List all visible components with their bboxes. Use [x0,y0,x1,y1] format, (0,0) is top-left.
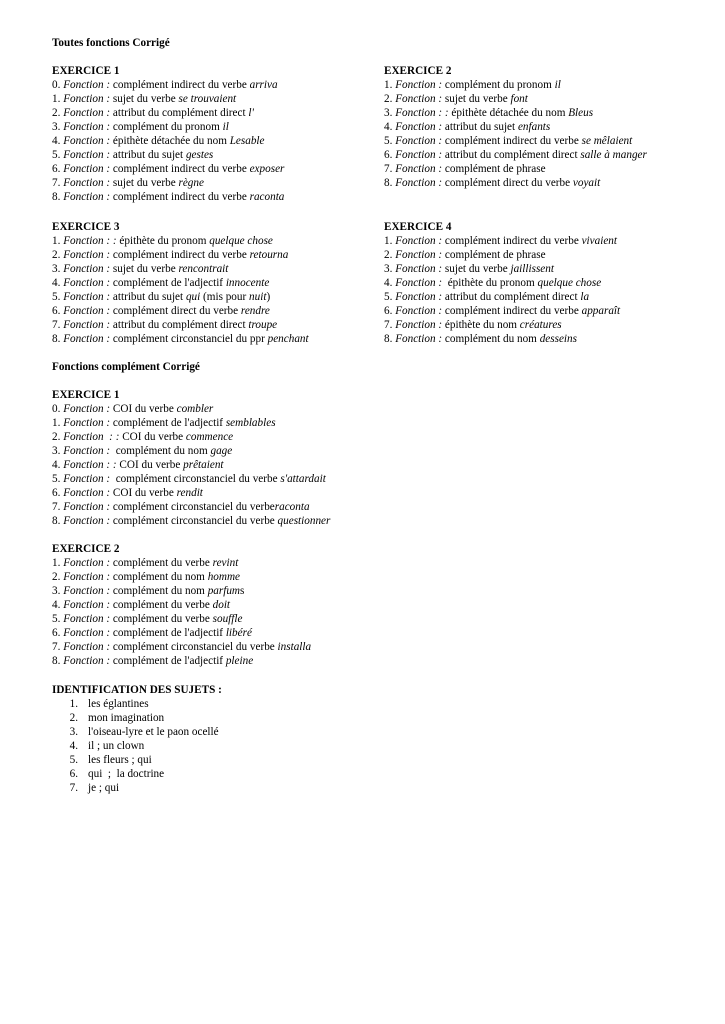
italic-run: penchant [267,333,309,345]
answer-line [52,556,311,570]
italic-run: Lesable [229,135,265,147]
exercise-heading: EXERCICE 2 [384,65,452,77]
italic-run: Fonction : [395,177,443,189]
italic-run: Fonction : [395,235,443,247]
italic-run: Fonction : [63,121,111,133]
text-run: 1. [384,235,396,247]
answer-line [384,134,647,148]
text-run: 1. [52,235,64,247]
italic-run: Fonction : [395,305,443,317]
answer-line [52,486,330,500]
answer-list [52,234,309,346]
italic-run: Fonction : [395,163,443,175]
text-run: 3. [52,445,64,457]
exercise-3-block [52,220,309,346]
answer-list [384,78,647,190]
text-run: épithète du pronom [116,235,210,247]
italic-run: Fonction : : [63,459,117,471]
exercise-2-block [384,64,647,190]
answer-line [384,148,647,162]
italic-run: Fonction : [63,641,111,653]
exercise-1-block [52,64,284,204]
text-run: sujet du verbe [442,93,511,105]
answer-line [384,78,647,92]
italic-run: Fonction : : [63,235,117,247]
italic-run: parfum [207,585,241,597]
text-run: 2. [52,249,64,261]
italic-run: Fonction : [63,319,111,331]
italic-run: rendre [240,305,270,317]
text-run: complément indirect du verbe [110,249,250,261]
italic-run: Fonction : [63,277,111,289]
text-run: attribut du sujet [442,121,518,133]
italic-run: Fonction : [63,79,111,91]
subjects-list [52,697,222,795]
answer-line [52,612,311,626]
subject-item [52,753,222,767]
text-run: complément indirect du verbe [110,79,250,91]
answer-list [52,78,284,204]
answer-line [52,570,311,584]
text-run: 4. [384,121,396,133]
answer-line [384,92,647,106]
answer-line [52,92,284,106]
subject-item [52,725,222,739]
italic-run: Fonction : [63,305,111,317]
answer-line [52,332,309,346]
text-run: complément circonstanciel du verbe [110,515,278,527]
text-run: complément du nom [442,333,540,345]
italic-run: gestes [185,149,214,161]
exercise-heading: EXERCICE 1 [52,65,120,77]
italic-run: Fonction : [63,249,111,261]
answer-list [52,402,330,528]
text-run: complément du nom [110,445,211,457]
text-run: complément indirect du verbe [110,163,250,175]
subject-number: 2. [69,712,78,724]
answer-line [52,148,284,162]
italic-run: Fonction : [63,333,111,345]
answer-line [52,458,330,472]
subject-text: les églantines [88,698,149,710]
answer-line [52,176,284,190]
italic-run: Fonction : [63,571,111,583]
italic-run: Fonction : [63,501,111,513]
exercise-heading: EXERCICE 4 [384,221,452,233]
text-run: complément du verbe [110,599,213,611]
text-run: 8. [52,655,64,667]
text-run: complément de phrase [442,249,546,261]
italic-run: revint [212,557,239,569]
text-run: 1. [52,93,64,105]
answer-line [52,444,330,458]
italic-run: se mêlaient [581,135,633,147]
text-run: 5. [52,291,64,303]
answer-line [52,190,284,204]
answer-line [384,162,647,176]
answer-line [384,276,620,290]
subject-number: 5. [69,754,78,766]
exercise-heading: EXERCICE 1 [52,389,120,401]
answer-line [384,332,620,346]
text-run: 7. [52,177,64,189]
italic-run: libéré [225,627,252,639]
italic-run: arriva [249,79,278,91]
italic-run: raconta [249,191,285,203]
italic-run: l' [248,107,254,119]
italic-run: quelque chose [537,277,602,289]
italic-run: Fonction : [395,277,443,289]
subject-text: mon imagination [88,712,165,724]
text-run: 5. [52,613,64,625]
text-run: 1. [52,557,64,569]
text-run: 0. [52,403,64,415]
text-run: 2. [52,431,64,443]
answer-line [52,584,311,598]
subject-number: 7. [69,782,78,794]
text-run: épithète détachée du nom [448,107,569,119]
text-run: 7. [384,163,396,175]
text-run: 3. [384,263,396,275]
italic-run: font [510,93,528,105]
text-run: COI du verbe [110,403,177,415]
text-run: 6. [384,305,396,317]
italic-run: salle à manger [580,149,647,161]
italic-run: gage [210,445,233,457]
italic-run: Fonction : [63,149,111,161]
section-title: Fonctions complément Corrigé [52,361,200,373]
italic-run: rencontrait [178,263,229,275]
italic-run: Fonction : [63,177,111,189]
italic-run: Fonction : [63,487,111,499]
text-run: 1. [52,417,64,429]
text-run: 2. [52,571,64,583]
italic-run: qui [185,291,201,303]
italic-run: Fonction : [395,135,443,147]
answer-list [384,234,620,346]
answer-line [52,248,309,262]
italic-run: nuit [249,291,267,303]
text-run: complément direct du verbe [110,305,241,317]
answer-line [52,318,309,332]
text-run: 7. [52,641,64,653]
complement-exercise-2-block [52,542,311,668]
text-run: complément du pronom [110,121,223,133]
answer-line [52,500,330,514]
italic-run: Fonction : [63,627,111,639]
text-run: 3. [52,263,64,275]
italic-run: Fonction : [395,121,443,133]
text-run: attribut du complément direct [110,107,249,119]
text-run: 2. [384,93,396,105]
italic-run: apparaît [581,305,621,317]
answer-line [52,416,330,430]
italic-run: Fonction : [63,135,111,147]
italic-run: Fonction : [63,291,111,303]
text-run: 3. [384,107,396,119]
italic-run: Fonction : [63,613,111,625]
text-run: 8. [384,333,396,345]
text-run: complément de l'adjectif [110,655,226,667]
italic-run: prêtaient [183,459,224,471]
italic-run: desseins [539,333,577,345]
subject-number: 1. [69,698,78,710]
italic-run: Fonction : [395,333,443,345]
answer-line [52,626,311,640]
answer-list [52,556,311,668]
answer-line [384,262,620,276]
italic-run: il [222,121,229,133]
italic-run: Fonction : [395,93,443,105]
subjects-block [52,683,222,795]
text-run: attribut du sujet [110,291,186,303]
italic-run: Fonction : [395,149,443,161]
subject-text: qui ; la doctrine [88,768,165,780]
text-run: sujet du verbe [110,93,179,105]
answer-line [384,318,620,332]
text-run: complément du verbe [110,557,213,569]
italic-run: Fonction : [63,655,111,667]
italic-run: combler [176,403,214,415]
italic-run: Fonction : [395,291,443,303]
text-run: épithète détachée du nom [110,135,230,147]
italic-run: Fonction : [63,585,111,597]
text-run: 6. [52,163,64,175]
exercise-heading: EXERCICE 2 [52,543,120,555]
subject-text: l'oiseau-lyre et le paon ocellé [88,726,219,738]
subject-item [52,711,222,725]
answer-line [384,248,620,262]
subject-number: 6. [69,768,78,780]
answer-line [52,304,309,318]
answer-line [384,120,647,134]
text-run: attribut du complément direct [442,149,581,161]
text-run: 8. [52,515,64,527]
text-run: 6. [52,305,64,317]
italic-run: rendit [176,487,203,499]
italic-run: questionner [277,515,331,527]
subject-item [52,697,222,711]
answer-line [52,430,330,444]
text-run: COI du verbe [119,431,186,443]
text-run: 6. [384,149,396,161]
text-run: COI du verbe [116,459,184,471]
text-run: complément direct du verbe [442,177,573,189]
text-run: 4. [52,135,64,147]
text-run: complément du nom [110,571,208,583]
italic-run: la [580,291,590,303]
text-run: sujet du verbe [442,263,511,275]
text-run: complément indirect du verbe [442,305,582,317]
answer-line [52,234,309,248]
italic-run: Fonction : [63,557,111,569]
italic-run: retourna [249,249,289,261]
text-run: 5. [52,149,64,161]
text-run: complément circonstanciel du verbe [110,473,281,485]
answer-line [384,304,620,318]
text-run: complément de l'adjectif [110,627,226,639]
answer-line [52,106,284,120]
subject-text: il ; un clown [88,740,145,752]
subject-number: 4. [69,740,78,752]
subject-text: les fleurs ; qui [88,754,152,766]
text-run: complément du verbe [110,613,213,625]
italic-run: Bleus [568,107,594,119]
subject-item [52,767,222,781]
italic-run: raconta [274,501,310,513]
italic-run: commence [185,431,234,443]
answer-line [52,402,330,416]
italic-run: règne [178,177,204,189]
complement-exercise-1-block [52,388,330,528]
text-run: 4. [52,277,64,289]
answer-line [52,134,284,148]
italic-run: troupe [248,319,278,331]
text-run: 3. [52,121,64,133]
italic-run: s'attardait [280,473,326,485]
answer-line [52,514,330,528]
italic-run: installa [277,641,312,653]
text-run: complément de l'adjectif [110,277,226,289]
text-run: 5. [52,473,64,485]
answer-line [52,262,309,276]
document-title: Toutes fonctions Corrigé [52,37,170,49]
text-run: attribut du complément direct [442,291,581,303]
text-run: 4. [52,599,64,611]
italic-run: Fonction : [395,263,443,275]
italic-run: Fonction : [63,191,111,203]
text-run: sujet du verbe [110,177,179,189]
text-run: complément circonstanciel du verbe [110,501,275,513]
answer-line [52,276,309,290]
text-run: ) [266,291,271,303]
italic-run: Fonction : [395,319,443,331]
text-run: 7. [52,319,64,331]
text-run: complément du pronom [442,79,555,91]
italic-run: créatures [519,319,562,331]
exercise-4-block [384,220,620,346]
text-run: complément indirect du verbe [442,135,582,147]
answer-line [384,290,620,304]
answer-line [52,162,284,176]
exercise-heading: EXERCICE 3 [52,221,120,233]
italic-run: Fonction : [63,515,111,527]
subject-item [52,739,222,753]
text-run: 7. [384,319,396,331]
italic-run: Fonction : : [63,431,120,443]
text-run: 3. [52,585,64,597]
subject-number: 3. [69,726,78,738]
text-run: complément de phrase [442,163,546,175]
text-run: attribut du sujet [110,149,186,161]
text-run: complément circonstanciel du ppr [110,333,268,345]
answer-line [52,472,330,486]
answer-line [384,176,647,190]
italic-run: Fonction : [395,79,443,91]
italic-run: homme [207,571,240,583]
italic-run: enfants [517,121,551,133]
answer-line [52,654,311,668]
text-run: 6. [52,627,64,639]
text-run: s [240,585,245,597]
italic-run: il [554,79,561,91]
text-run: sujet du verbe [110,263,179,275]
text-run: complément du nom [110,585,208,597]
text-run: complément de l'adjectif [110,417,226,429]
italic-run: jaillissent [510,263,554,275]
text-run: 1. [384,79,396,91]
text-run: épithète du pronom [442,277,538,289]
text-run: complément indirect du verbe [110,191,250,203]
subject-item [52,781,222,795]
italic-run: Fonction : [63,599,111,611]
answer-line [384,106,647,120]
text-run: 6. [52,487,64,499]
italic-run: souffle [212,613,243,625]
italic-run: Fonction : [63,263,111,275]
answer-line [52,120,284,134]
italic-run: semblables [225,417,276,429]
italic-run: voyait [572,177,601,189]
italic-run: Fonction : [63,163,111,175]
answer-line [384,234,620,248]
answer-line [52,640,311,654]
text-run: complément circonstanciel du verbe [110,641,278,653]
italic-run: se trouvaient [178,93,237,105]
text-run: 4. [52,459,64,471]
italic-run: Fonction : [63,93,111,105]
text-run: 8. [52,333,64,345]
italic-run: Fonction : [395,249,443,261]
answer-line [52,598,311,612]
italic-run: pleine [225,655,254,667]
text-run: 2. [52,107,64,119]
text-run: 8. [384,177,396,189]
text-run: complément indirect du verbe [442,235,582,247]
italic-run: Fonction : [63,417,111,429]
italic-run: vivaient [581,235,618,247]
text-run: (mis pour [200,291,250,303]
italic-run: Fonction : : [395,107,449,119]
text-run: épithète du nom [442,319,520,331]
italic-run: Fonction : [63,473,111,485]
italic-run: Fonction : [63,403,111,415]
answer-line [52,290,309,304]
text-run: 2. [384,249,396,261]
subjects-heading: IDENTIFICATION DES SUJETS : [52,684,222,696]
text-run: 7. [52,501,64,513]
italic-run: exposer [249,163,285,175]
text-run: attribut du complément direct [110,319,249,331]
italic-run: quelque chose [209,235,273,247]
subject-text: je ; qui [88,782,120,794]
text-run: 5. [384,291,396,303]
italic-run: Fonction : [63,107,111,119]
text-run: 5. [384,135,396,147]
text-run: 0. [52,79,64,91]
italic-run: innocente [225,277,270,289]
italic-run: doit [212,599,231,611]
text-run: COI du verbe [110,487,177,499]
italic-run: Fonction : [63,445,111,457]
text-run: 8. [52,191,64,203]
text-run: 4. [384,277,396,289]
answer-line [52,78,284,92]
